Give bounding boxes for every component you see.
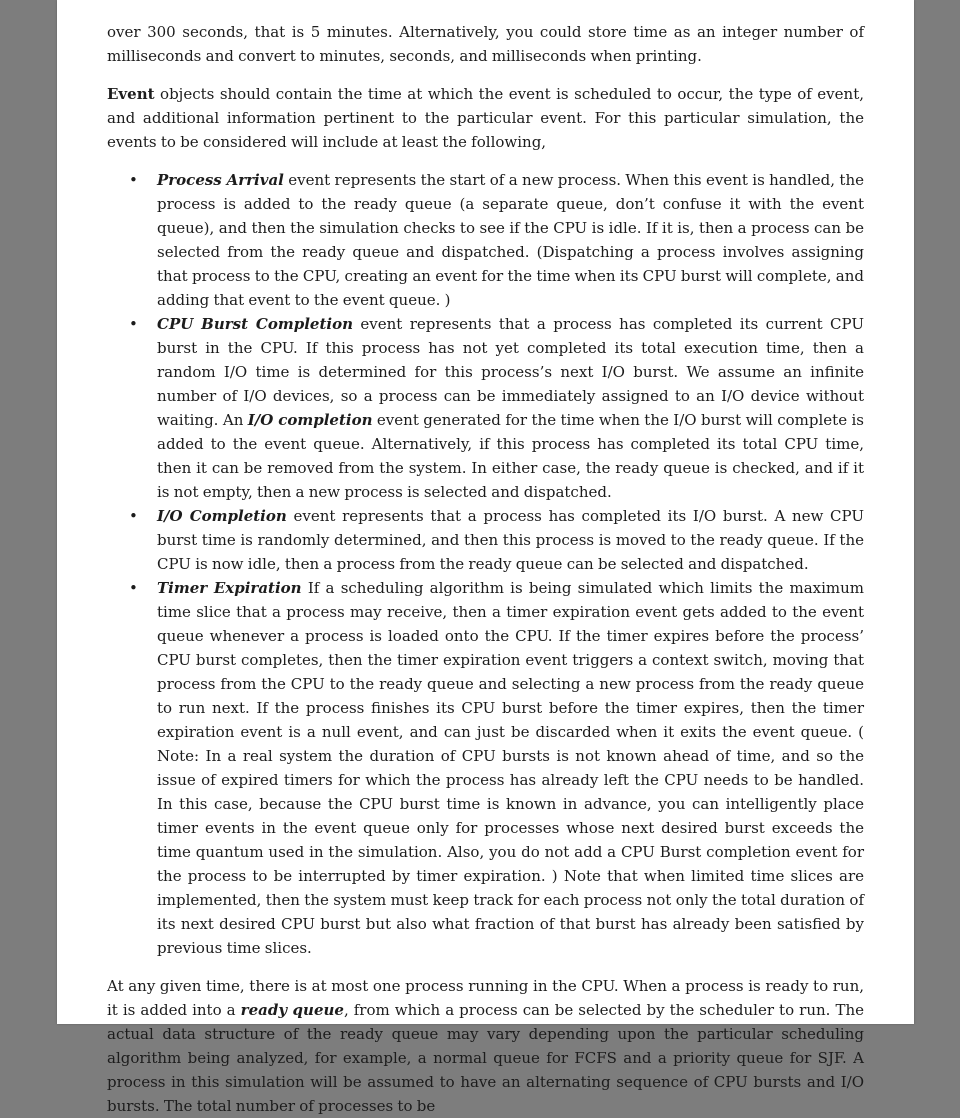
bullet-dot-icon: • bbox=[129, 315, 138, 333]
document-page bbox=[57, 0, 914, 1115]
ready-queue-term: ready queue bbox=[240, 1001, 344, 1019]
list-item-timer-expiration bbox=[107, 576, 864, 960]
process-arrival-term: Process Arrival bbox=[157, 171, 284, 189]
timer-expiration-term: Timer Expiration bbox=[157, 579, 302, 597]
ready-queue-paragraph bbox=[107, 974, 864, 1118]
list-item-io-completion bbox=[107, 504, 864, 576]
event-paragraph bbox=[107, 82, 864, 154]
ready-queue-text-a: At any given time, there is at most one process running in the CPU. When a process is ready to run, it is added into a bbox=[107, 977, 864, 1019]
io-completion-text: event represents that a process has completed its I/O burst. A new CPU burst time is randomly determined, and then this process is moved to the ready queue. If the CPU is now idle, then a process from the ready queue can be selected and dispatched. bbox=[157, 507, 864, 573]
list-item-process-arrival bbox=[107, 168, 864, 312]
event-types-list bbox=[107, 168, 864, 960]
list-item-cpu-burst-completion bbox=[107, 312, 864, 504]
cpu-burst-completion-text-a: event represents that a process has completed its current CPU burst in the CPU. If this process has not yet completed its total execution time, then a random I/O time is determined for this process’s next I/O burst. We assume an infinite number of I/O devices, so a process can be immediately assigned to an I/O device without waiting. An bbox=[157, 315, 865, 429]
cpu-burst-completion-text-b: event generated for the time when the I/O burst will complete is added to the event queue. Alternatively, if this process has completed its total CPU time, then it can be removed from the system. In either case, the ready queue is checked, and if it is not empty, then a new process is selected and dispatched. bbox=[157, 411, 864, 501]
page-content bbox=[107, 20, 864, 1118]
bullet-dot-icon: • bbox=[129, 579, 138, 597]
bullet-dot-icon: • bbox=[129, 171, 138, 189]
io-completion-inline-term: I/O completion bbox=[247, 411, 373, 429]
intro-paragraph bbox=[107, 20, 864, 68]
intro-text: over 300 seconds, that is 5 minutes. Alternatively, you could store time as an integer number of milliseconds and convert to minutes, seconds, and milliseconds when printing. bbox=[107, 23, 864, 65]
cpu-burst-completion-term: CPU Burst Completion bbox=[157, 315, 353, 333]
process-arrival-text: event represents the start of a new process. When this event is handled, the process is added to the ready queue (a separate queue, don’t confuse it with the event queue), and then the simulation checks to see if the CPU is idle. If it is, then a process can be selected from the ready queue and dispatched. (Dispatching a process involves assigning that process to the CPU, creating an event for the time when its CPU burst will complete, and adding that event to the event queue. ) bbox=[157, 171, 864, 309]
event-term: Event bbox=[107, 85, 155, 103]
io-completion-term: I/O Completion bbox=[157, 507, 287, 525]
ready-queue-text-b: , from which a process can be selected by the scheduler to run. The actual data structure of the ready queue may vary depending upon the particular scheduling algorithm being analyzed, for example, a normal queue for FCFS and a priority queue for SJF. A process in this simulation will be assumed to have an alternating sequence of CPU bursts and I/O bursts. The total number of processes to be bbox=[107, 1001, 864, 1115]
event-paragraph-text: objects should contain the time at which the event is scheduled to occur, the type of event, and additional information pertinent to the particular event. For this particular simulation, the events to be considered will include at least the following, bbox=[107, 85, 864, 151]
bullet-dot-icon: • bbox=[129, 507, 138, 525]
timer-expiration-text: If a scheduling algorithm is being simulated which limits the maximum time slice that a process may receive, then a timer expiration event gets added to the event queue whenever a process is loaded onto the CPU. If the timer expires before the process’ CPU burst completes, then the timer expiration event triggers a context switch, moving that process from the CPU to the ready queue and selecting a new process from the ready queue to run next. If the process finishes its CPU burst before the timer expires, then the timer expiration event is a null event, and can just be discarded when it exits the event queue. ( Note: In a real system the duration of CPU bursts is not known ahead of time, and so the issue of expired timers for which the process has already left the CPU needs to be handled. In this case, because the CPU burst time is known in advance, you can intelligently place timer events in the event queue only for processes whose next desired burst exceeds the time quantum used in the simulation. Also, you do not add a CPU Burst completion event for the process to be interrupted by timer expiration. ) Note that when limited time slices are implemented, then the system must keep track for each process not only the total duration of its next desired CPU burst but also what fraction of that burst has already been satisfied by previous time slices. bbox=[157, 579, 864, 957]
